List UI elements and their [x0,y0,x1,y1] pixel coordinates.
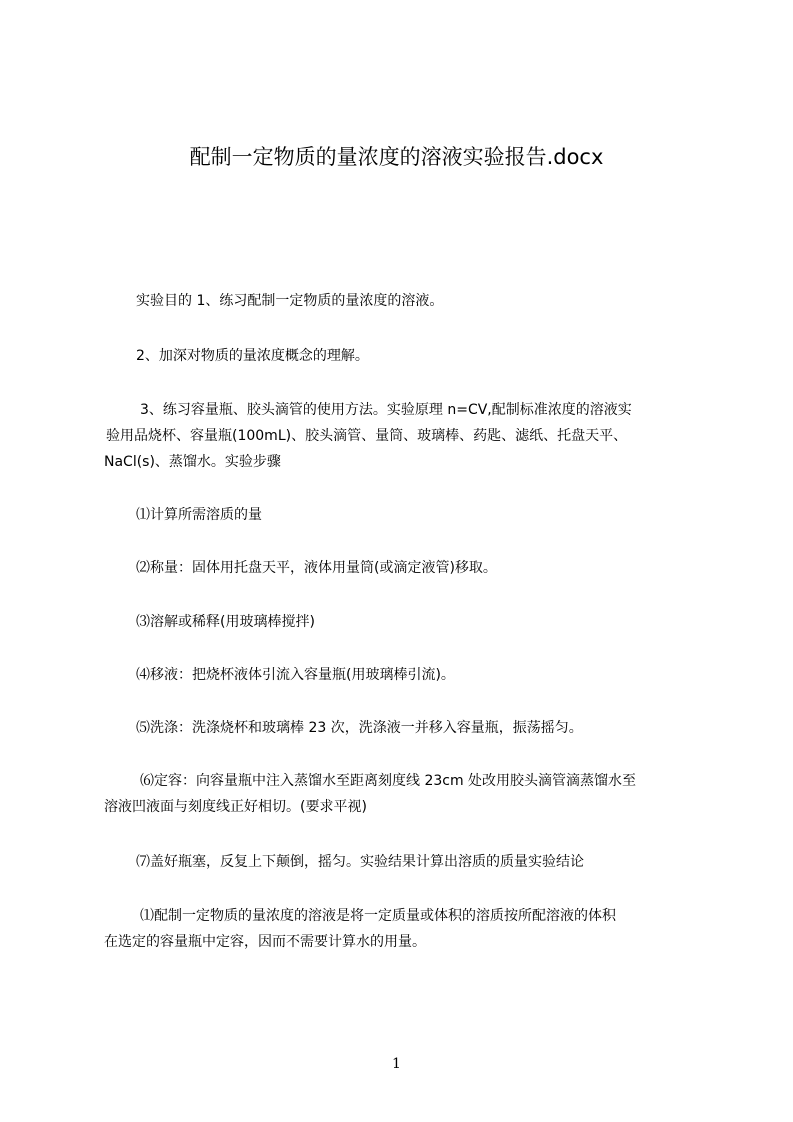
text-line: ⑺盖好瓶塞，反复上下颠倒，摇匀。实验结果计算出溶质的质量实验结论 [136,854,584,870]
document-title: 配制一定物质的量浓度的溶液实验报告.docx [189,145,604,169]
text-line: 在选定的容量瓶中定容，因而不需要计算水的用量。 [104,934,426,950]
text-line: 3、练习容量瓶、胶头滴管的使用方法。实验原理 n=CV,配制标准浓度的溶液实 [140,402,632,418]
paragraph-purpose-3-line-2 [106,426,627,446]
text-line: NaCl(s)、蒸馏水。实验步骤 [104,454,281,470]
conclusion-1-line-1 [140,906,616,926]
paragraph-purpose-3-line-1 [140,400,632,420]
text-line: 2、加深对物质的量浓度概念的理解。 [136,348,369,364]
text-line: ⑵称量：固体用托盘天平，液体用量筒(或滴定液管)移取。 [136,560,497,576]
step-6-line-2 [104,797,367,817]
step-3 [136,612,315,632]
text-line: 溶液凹液面与刻度线正好相切。(要求平视) [104,799,367,815]
step-6-line-1 [140,771,636,791]
text-line: 实验目的 1、练习配制一定物质的量浓度的溶液。 [136,293,444,309]
step-2 [136,558,497,578]
paragraph-purpose-2 [136,346,369,366]
step-7 [136,852,584,872]
text-line: ⑶溶解或稀释(用玻璃棒搅拌) [136,614,315,630]
conclusion-1-line-2 [104,932,426,952]
page-number: 1 [392,1056,401,1072]
text-line: ⑴配制一定物质的量浓度的溶液是将一定质量或体积的溶质按所配溶液的体积 [140,908,616,924]
text-line: ⑹定容：向容量瓶中注入蒸馏水至距离刻度线 23cm 处改用胶头滴管滴蒸馏水至 [140,773,637,789]
step-1 [136,505,262,525]
step-4 [136,665,455,685]
paragraph-purpose-3-line-3 [104,452,281,472]
text-line: ⑴计算所需溶质的量 [136,507,262,523]
step-5 [136,718,583,738]
text-line: 验用品烧杯、容量瓶(100mL)、胶头滴管、量筒、玻璃棒、药匙、滤纸、托盘天平、 [106,428,628,444]
paragraph-purpose-1 [136,291,443,311]
text-line: ⑷移液：把烧杯液体引流入容量瓶(用玻璃棒引流)。 [136,667,455,683]
text-line: ⑸洗涤：洗涤烧杯和玻璃棒 23 次，洗涤液一并移入容量瓶，振荡摇匀。 [136,720,583,736]
